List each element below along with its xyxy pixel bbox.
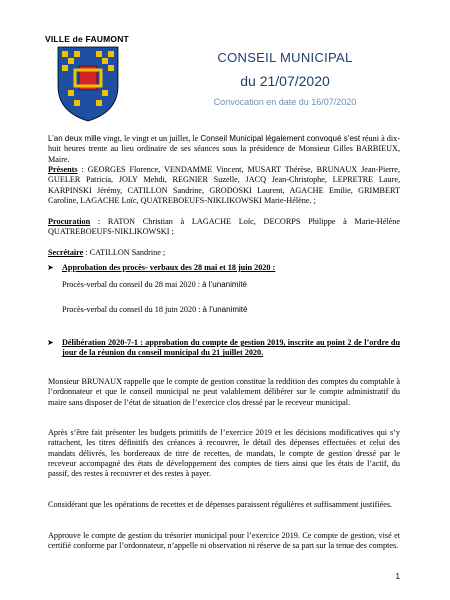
presents-paragraph: Présents : GEORGES Florence, VENDAMME Vincent, MUSART Thérèse, BRUNAUX Jean-Pierre, GUELER Patricia, JOLY Mehdi, REGNIER Suzelle, JACQ Jean-Christophe, LEPRETRE Laure, KARPINSKI Jérémy, CATILLON Sandrine, GRODOSKI Laurent, AGACHE Emilie, GRIMBERT Caroline, LAGACHE Loïc, QUATREBOEUFS-NIKLIKOWSKI Marie-Hélène. ; (48, 165, 400, 205)
convocation-date: Convocation en date du 16/07/2020 (213, 97, 357, 107)
intro-paragraph: L’an deux mille vingt, le vingt et un juillet, le Conseil Municipal légalement convoqué s’est réuni à dix-huit heures trente au lieu ordinaire de ses séances sous la présidence de Monsieur Gilles BARBIEUX, Maire. (48, 134, 400, 164)
meeting-date: du 21/07/2020 (240, 73, 330, 89)
intro-lead: L’an deux mille (48, 134, 101, 143)
body-paragraph-2: Après s’être fait présenter les budgets primitifs de l’exercice 2019 et les décisions modificatives qui s’y rattachent, les titres définitifs des créances à recouvrer, le détail des dépenses effectuées et celui des mandats délivrés, les bordereaux de titre de recettes, de mandats, le compte de gestion dressé par le receveur accompagné des états de développement des comptes de tiers ainsi que les états de l’actif, du passif, des restes à recouvrer et des restes à payer. (48, 428, 400, 479)
body-paragraph-4: Approuve le compte de gestion du trésorier municipal pour l’exercice 2019. Ce compte de gestion, visé et certifié conforme par l’ordonnateur, n’appelle ni observation ni réserve de sa part sur la tenue des comptes. (48, 531, 400, 551)
pv-june: Procès-verbal du conseil du 18 juin 2020 : à l’unanimité (62, 305, 248, 314)
town-name: VILLE de FAUMONT (45, 34, 129, 44)
body-paragraph-1: Monsieur BRUNAUX rappelle que le compte de gestion constitue la reddition des comptes du comptable à l’ordonnateur et que le conseil municipal ne peut valablement délibérer sur le compte administratif du maire sans disposer de l’état de situation de l’exercice clos dressé par le receveur municipal. (48, 377, 400, 407)
secretaire-paragraph: Secrétaire : CATILLON Sandrine ; (48, 248, 166, 257)
coat-of-arms-logo (57, 46, 119, 122)
arrow-bullet-icon: ➤ (47, 338, 54, 347)
intro-council: Conseil Municipal légalement convoqué s’est (200, 134, 361, 143)
procuration-paragraph: Procuration : RATON Christian à LAGACHE Loïc, DECORPS Philippe à Marie-Hélène QUATREBOEUFS-NIKLIKOWSKI ; (48, 217, 400, 237)
arrow-bullet-icon: ➤ (47, 263, 54, 272)
item2-title: Délibération 2020-7-1 : approbation du compte de gestion 2019, inscrite au point 2 de l’ordre du jour de la réunion du conseil municipal du 21 juillet 2020. (62, 338, 400, 358)
page-number: 1 (395, 572, 400, 581)
body-paragraph-3: Considérant que les opérations de recettes et de dépenses paraissent régulières et suffisamment justifiées. (48, 500, 393, 509)
pv-may: Procès-verbal du conseil du 28 mai 2020 : à l’unanimité (62, 280, 247, 289)
item1-title: Approbation des procès- verbaux des 28 mai et 18 juin 2020 : (62, 263, 276, 272)
presents-label: Présents (48, 165, 78, 174)
procuration-label: Procuration (48, 217, 91, 226)
secretaire-label: Secrétaire (48, 248, 84, 257)
council-title: CONSEIL MUNICIPAL (217, 50, 353, 65)
